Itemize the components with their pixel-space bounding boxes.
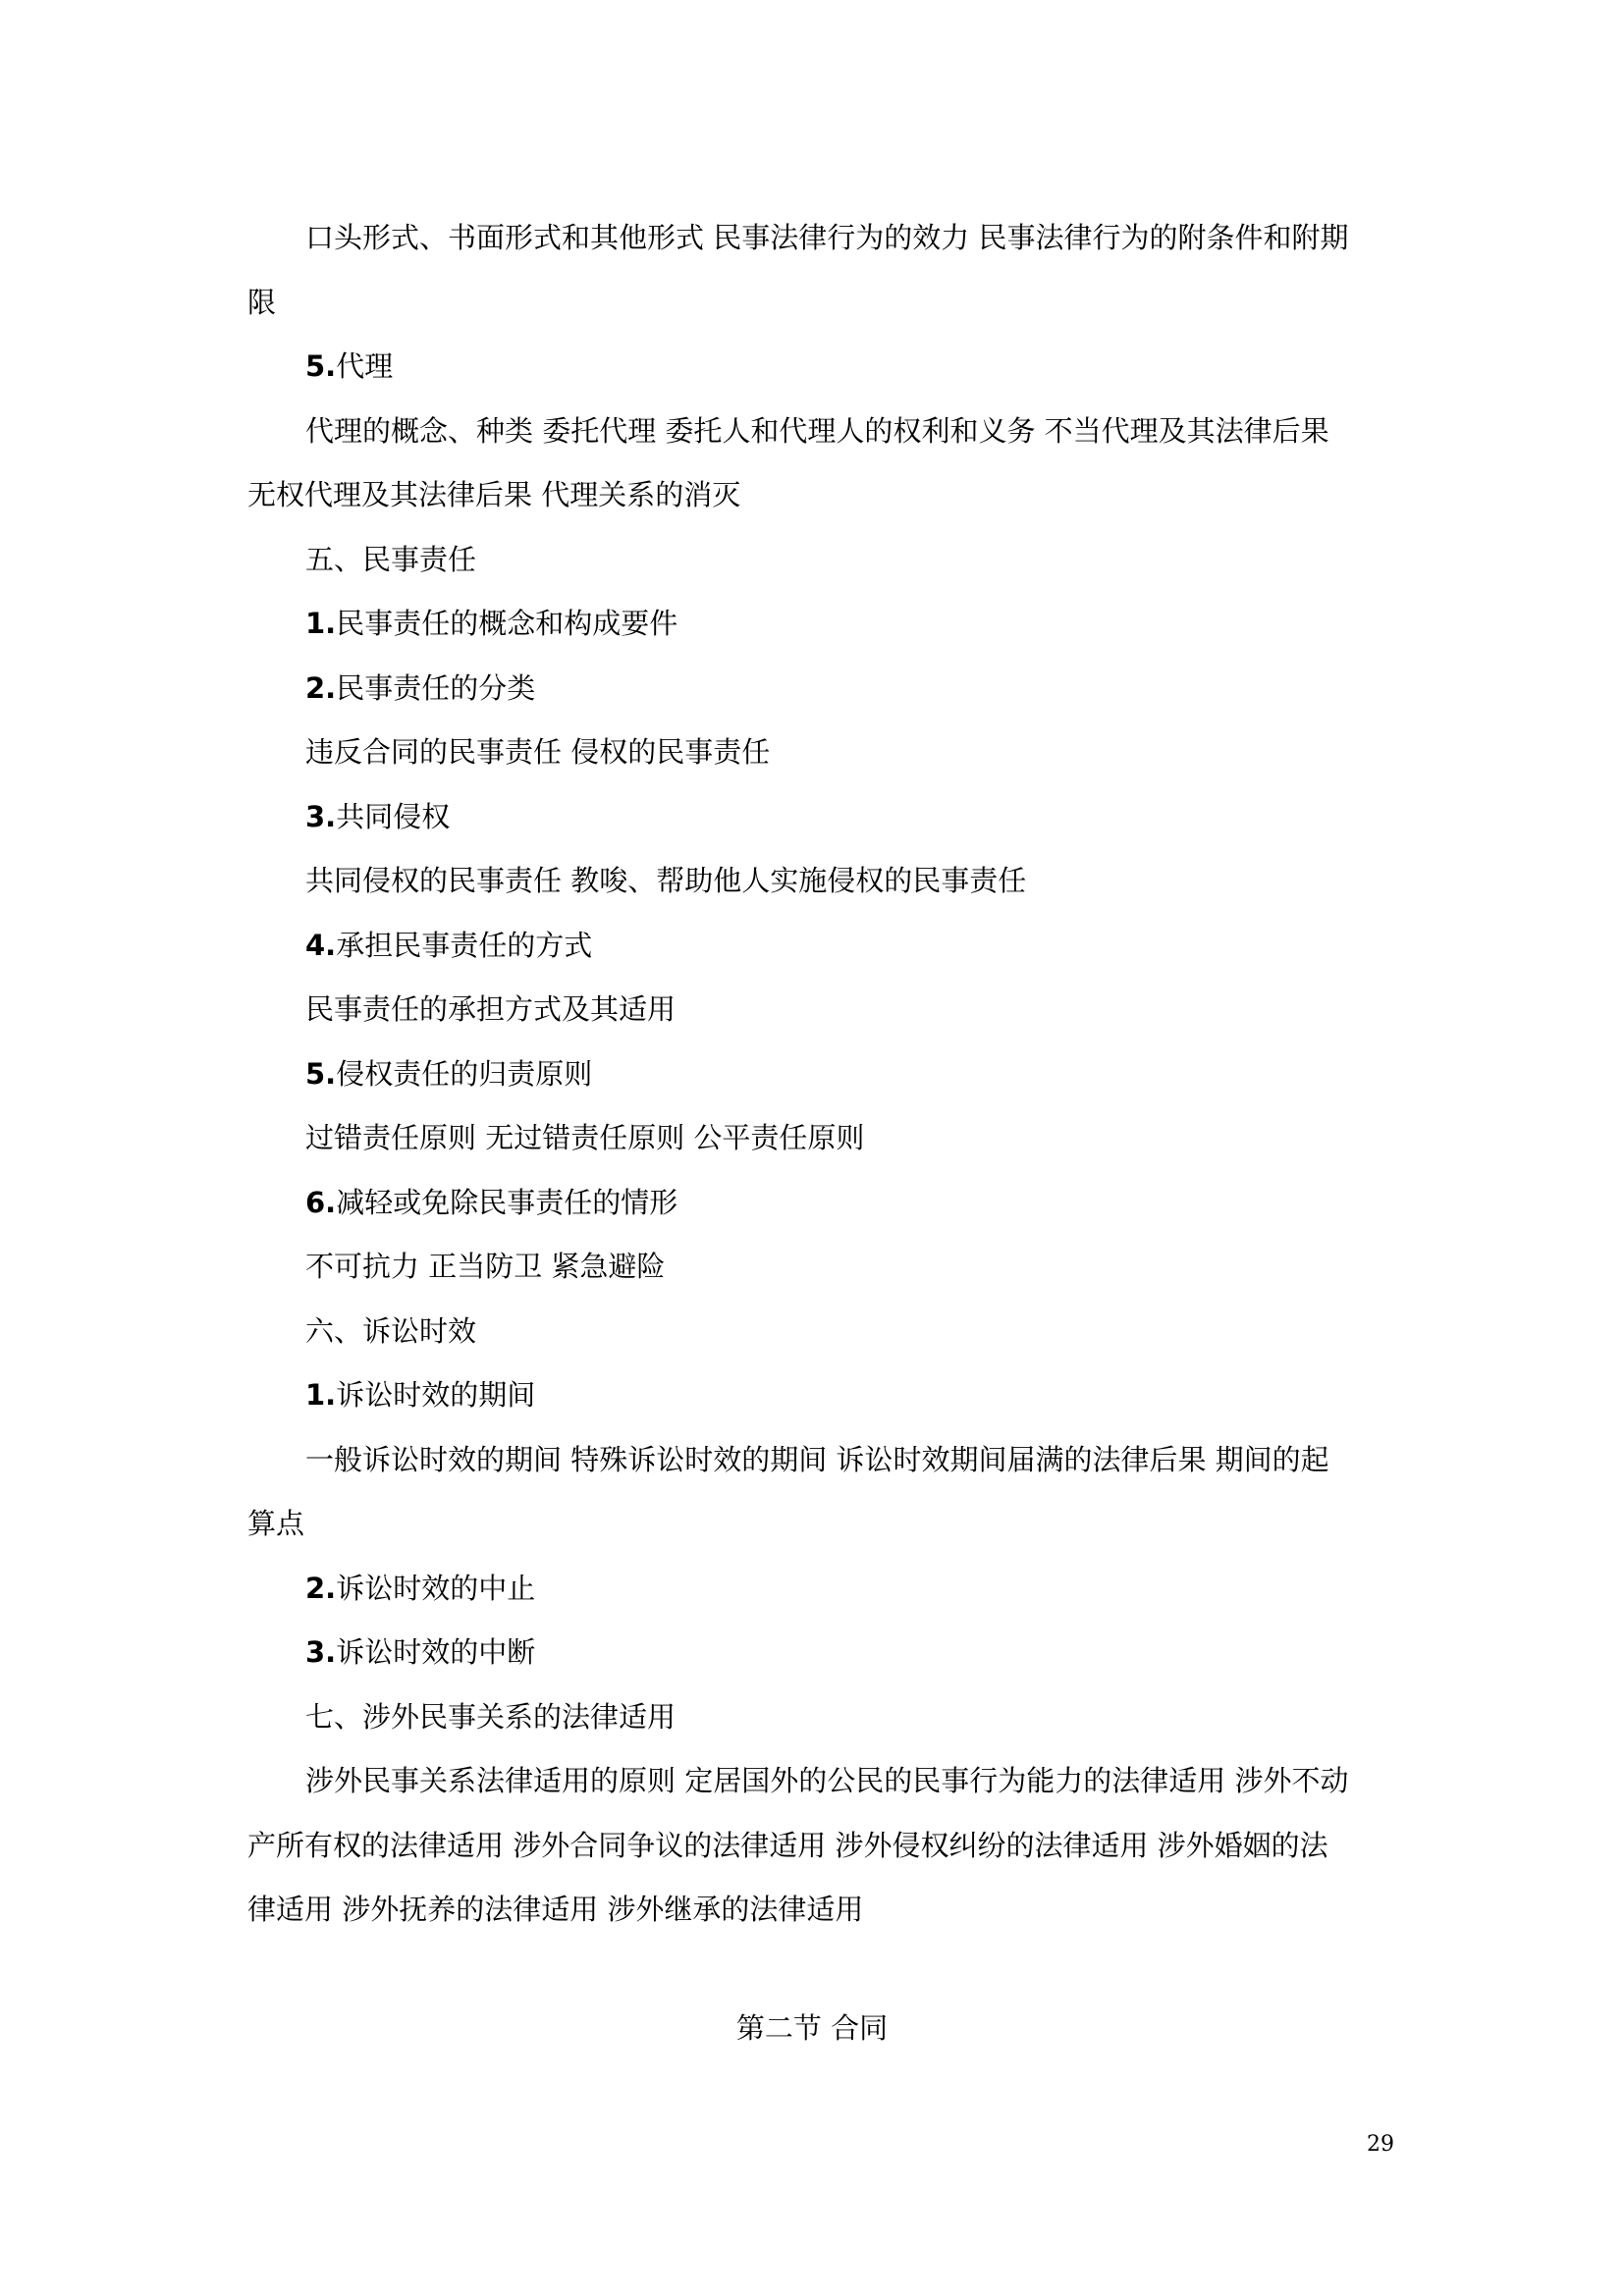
line-text: 口头形式、书面形式和其他形式 民事法律行为的效力 民事法律行为的附条件和附期 (305, 221, 1349, 254)
text-line (247, 1106, 1396, 1171)
item-number: 1. (305, 607, 337, 640)
line-text: 过错责任原则 无过错责任原则 公平责任原则 (305, 1121, 865, 1154)
text-line (247, 335, 1396, 400)
line-text: 七、涉外民事关系的法律适用 (305, 1699, 677, 1734)
line-text: 律适用 涉外抚养的法律适用 涉外继承的法律适用 (247, 1893, 864, 1926)
text-line (247, 657, 1396, 721)
line-text: 违反合同的民事责任 侵权的民事责任 (305, 735, 771, 769)
text-line (247, 271, 1396, 336)
text-line (247, 528, 1396, 593)
text-line (247, 1878, 1396, 1943)
text-line (247, 1171, 1396, 1236)
text-line (247, 1042, 1396, 1107)
text-line (247, 1621, 1396, 1685)
line-text: 共同侵权的民事责任 教唆、帮助他人实施侵权的民事责任 (305, 864, 1027, 897)
item-number: 6. (305, 1185, 337, 1219)
text-line (247, 978, 1396, 1042)
line-text: 诉讼时效的中断 (336, 1635, 536, 1669)
line-text: 民事责任的承担方式及其适用 (305, 992, 677, 1026)
text-line (247, 1492, 1396, 1557)
line-text: 算点 (247, 1507, 305, 1540)
text-line (247, 785, 1396, 850)
line-text: 六、诉讼时效 (305, 1313, 477, 1348)
item-number: 1. (305, 1378, 337, 1412)
item-number: 3. (305, 799, 337, 833)
line-text: 一般诉讼时效的期间 特殊诉讼时效的期间 诉讼时效期间届满的法律后果 期间的起 (305, 1442, 1329, 1476)
text-line (247, 1814, 1396, 1879)
item-number: 2. (305, 1571, 337, 1605)
line-text: 限 (247, 285, 277, 319)
line-text: 诉讼时效的中止 (336, 1571, 536, 1605)
item-number: 4. (305, 928, 337, 962)
text-line (247, 1428, 1396, 1493)
page-number: 29 (1367, 2132, 1394, 2157)
line-text: 民事责任的概念和构成要件 (336, 607, 678, 640)
text-line (247, 721, 1396, 785)
line-text: 产所有权的法律适用 涉外合同争议的法律适用 涉外侵权纠纷的法律适用 涉外婚姻的法 (247, 1828, 1328, 1862)
line-text: 涉外民事关系法律适用的原则 定居国外的公民的民事行为能力的法律适用 涉外不动 (305, 1764, 1349, 1797)
item-number: 2. (305, 670, 337, 705)
line-text: 代理的概念、种类 委托代理 委托人和代理人的权利和义务 不当代理及其法律后果 (305, 413, 1329, 448)
text-line (247, 1557, 1396, 1622)
line-text: 诉讼时效的期间 (336, 1378, 536, 1412)
text-line (247, 849, 1396, 914)
line-text: 承担民事责任的方式 (336, 928, 593, 962)
item-number: 5. (305, 1056, 337, 1091)
section-title: 第二节 合同 (735, 2011, 889, 2045)
text-line (247, 914, 1396, 979)
line-text: 侵权责任的归责原则 (336, 1056, 593, 1091)
line-text: 民事责任的分类 (336, 670, 536, 705)
line-text: 无权代理及其法律后果 代理关系的消灭 (247, 478, 741, 511)
text-line (247, 206, 1396, 271)
text-line (247, 1235, 1396, 1300)
line-text: 代理 (336, 349, 394, 383)
text-line (247, 400, 1396, 464)
line-text: 共同侵权 (336, 799, 451, 833)
item-number: 3. (305, 1635, 337, 1669)
item-number: 5. (305, 349, 337, 383)
text-line (247, 1685, 1396, 1750)
line-text: 不可抗力 正当防卫 紧急避险 (305, 1250, 666, 1283)
text-line (247, 1749, 1396, 1814)
body-text (247, 206, 1396, 1943)
text-line (247, 1300, 1396, 1364)
text-line (247, 463, 1396, 528)
text-line (247, 1363, 1396, 1428)
line-text: 减轻或免除民事责任的情形 (336, 1185, 678, 1219)
line-text: 五、民事责任 (305, 542, 477, 576)
text-line (247, 592, 1396, 657)
